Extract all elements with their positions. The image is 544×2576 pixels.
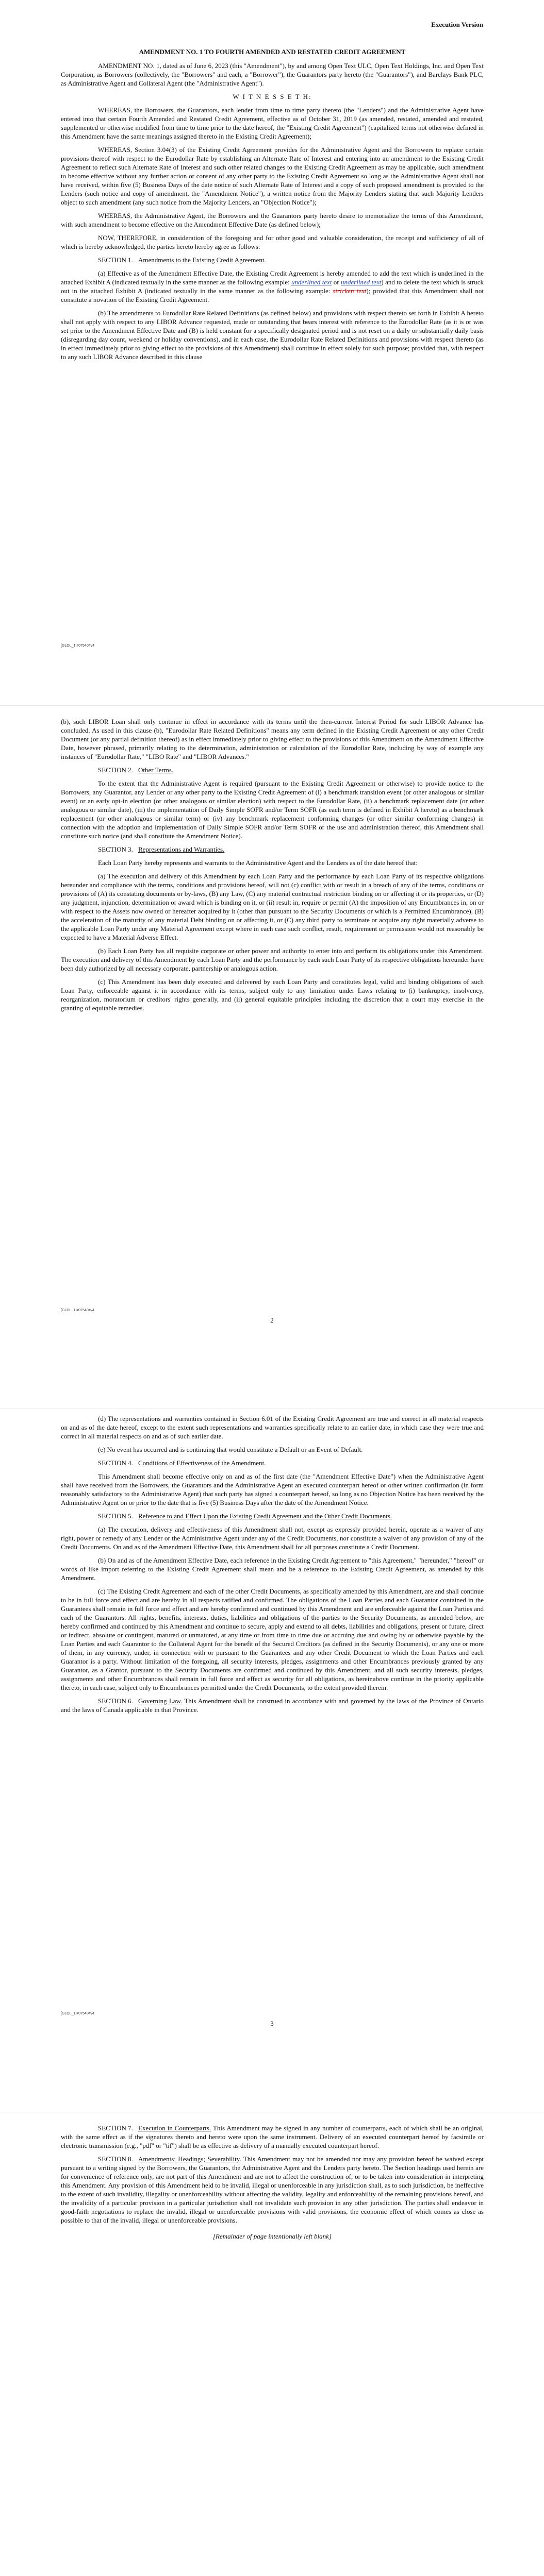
witnesseth-heading: W I T N E S S E T H: [233, 93, 312, 100]
section-2-heading [61, 766, 484, 774]
doc-id-footer: [GLOL_1.#07540#v4 [61, 2012, 94, 2015]
page-4-content [61, 2124, 484, 2245]
text-run: (a) Effective as of the Amendment Effective Date, the Existing Credit Agreement is hereby amended to add the text which is underlined in the attached Exhibit A (indicated textually in the same manner as the following example: [61, 269, 484, 286]
section-number: SECTION 4. [98, 1459, 133, 1467]
section-8-body: This Amendment may not be amended nor may any provision hereof be waived except pursuant to a writing signed by the Borrowers, the Guarantors, the Administrative Agent and the Lenders party hereto. The Section headings used herein are for convenience of reference only, are not part of this Amendment and are not to affect the construction of, or to be taken into consideration in interpreting this Amendment. Any provision of this Amendment held to be invalid, illegal or unenforceable in any jurisdiction shall, as to such jurisdiction, be ineffective to the extent of such invalidity, illegality or unenforceability without affecting the validity, legality and enforceability of the remaining provisions hereof, and the invalidity of a particular provision in a particular jurisdiction shall not invalidate such provision in any other jurisdiction. The parties shall endeavor in good-faith negotiations to replace the invalid, illegal or unenforceable provisions with valid provisions, the economic effect of which comes as close as possible to that of the invalid, illegal or unenforceable provisions. [61, 2155, 484, 2224]
section-title: Amendments to the Existing Credit Agreement. [138, 256, 266, 264]
section-title: Execution in Counterparts. [138, 2124, 211, 2132]
section-7-heading [61, 2124, 484, 2150]
page-4 [0, 2112, 544, 2576]
page-number: 3 [270, 2020, 274, 2027]
section-title: Amendments; Headings; Severability. [138, 2155, 241, 2163]
section-number: SECTION 7. [98, 2124, 133, 2132]
recital-2: WHEREAS, Section 3.04(3) of the Existing Credit Agreement provides for the Administrative Agent and the Borrowers to replace certain provisions thereof with respect to the Eurodollar Rate by establishing an Alternate Rate of Interest and entering into an amendment to the Existing Credit Agreement to reflect such Alternate Rate of Interest and such other related changes to the Existing Credit Agreement as may be applicable, such amendment to become effective without any further action or consent of any other party to the Existing Credit Agreement so long as the Administrative Agent shall not have received, within five (5) Business Days of the date notice of such Alternate Rate of Interest and a copy of such proposed amendment is provided to the Lenders (such notice and copy of amendment, the "Amendment Notice"), a written notice from the Majority Lenders stating that such Majority Lenders object to such amendment (any such notice from the Majority Lenders, an "Objection Notice"); [61, 146, 484, 206]
clause-b-continuation: (b), such LIBOR Loan shall only continue in effect in accordance with its terms until the then-current Interest Period for such LIBOR Advance has concluded. As used in this clause (b), "Eurodollar Rate Related Definitions" means any term defined in the Existing Credit Agreement or any other Credit Document (or any partial definition thereof) as in effect immediately prior to giving effect to the provisions of this Amendment on the Amendment Effective Date, however phrased, primarily relating to the determination, administration or calculation of the Eurodollar Rate, including by way of example any instances of "Eurodollar Rate," "LIBO Rate" and "LIBOR Advances." [61, 718, 484, 760]
section-title: Conditions of Effectiveness of the Amendment. [138, 1459, 266, 1467]
section-5-heading [61, 1512, 484, 1520]
section-3d: (d) The representations and warranties contained in Section 6.01 of the Existing Credit Agreement are true and correct in all material respects on and as of the date hereof, except to the extent such representations and warranties specifically relate to an earlier date, in which case they were true and correct in all material respects on and as of such earlier date. [61, 1415, 484, 1440]
section-6-heading [61, 1697, 484, 1714]
section-5b: (b) On and as of the Amendment Effective Date, each reference in the Existing Credit Agreement to "this Agreement," "hereunder," "hereof" or words of like import referring to the Existing Credit Agreement shall mean and be a reference to the Existing Credit Agreement, as amended by this Amendment. [61, 1556, 484, 1582]
section-7-body: This Amendment may be signed in any number of counterparts, each of which shall be an original, with the same effect as if the signatures thereto and hereto were upon the same instrument. Delivery of an executed counterpart hereof by facsimile or electronic transmission (e.g., "pdf" or "tif") shall be as effective as delivery of a manually executed counterpart hereof. [61, 2124, 484, 2149]
section-3a: (a) The execution and delivery of this Amendment by each Loan Party and the performance by each Loan Party of its respective obligations hereunder and compliance with the terms, conditions and provisions hereof, will not (c) conflict with or result in a breach of any of the terms, conditions or provisions of (A) its constating documents or by-laws, (B) any Law, (C) any material contractual restriction binding on or affecting it or its properties, or (D) any judgment, injunction, determination or award which is binding on it, or (ii) result in, require or permit (A) the imposition of any Encumbrances in, on or with respect to the Assets now owned or hereafter acquired by it (other than pursuant to the Security Documents or which is a Permitted Encumbrance), (B) the acceleration of the maturity of any material Debt binding on or affecting it, or (C) any third party to terminate or acquire any right materially adverse to the applicable Loan Party under any Material Agreement except where in each case such conflict, result, requirement or permission would not reasonably be expected to have a Material Adverse Effect. [61, 872, 484, 941]
section-5a: (a) The execution, delivery and effectiveness of this Amendment shall not, except as expressly provided herein, operate as a waiver of any right, power or remedy of any Lender or the Administrative Agent under any of the Credit Documents, nor constitute a waiver of any provision of any of the Credit Documents. On and as of the Amendment Effective Date, this Amendment shall for all purposes constitute a Credit Document. [61, 1526, 484, 1551]
recital-1: WHEREAS, the Borrowers, the Guarantors, each lender from time to time party thereto (the "Lenders") and the Administrative Agent have entered into that certain Fourth Amended and Restated Credit Agreement, effective as of October 31, 2019 (as amended, restated, amended and restated, supplemented or otherwise modified from time to time prior to the date hereof, the "Existing Credit Agreement") (capitalized terms not otherwise defined in this Amendment have the same meanings assigned thereto in the Existing Credit Agreement); [61, 106, 484, 140]
section-3b: (b) Each Loan Party has all requisite corporate or other power and authority to enter into and perform its obligations under this Amendment. The execution and delivery of this Amendment by each Loan Party and the performance by each such Loan Party of its respective obligations hereunder have been duly authorized by all necessary corporate, partnership or analogous action. [61, 947, 484, 972]
section-1a [61, 269, 484, 304]
section-title: Representations and Warranties. [138, 845, 225, 853]
section-number: SECTION 6. [98, 1697, 133, 1705]
section-6-body: This Amendment shall be construed in accordance with and governed by the laws of the Province of Ontario and the laws of Canada applicable in that Province. [61, 1697, 484, 1714]
page-3-content [61, 1414, 484, 1719]
intro-paragraph: AMENDMENT NO. 1, dated as of June 6, 2023 (this "Amendment"), by and among Open Text ULC, Open Text Holdings, Inc. and Open Text Corporation, as Borrowers (collectively, the "Borrowers" and each, a "Borrower"), the Guarantors party hereto (the "Guarantors"), and Barclays Bank PLC, as Administrative Agent and Collateral Agent (the "Administrative Agent"). [61, 62, 484, 87]
section-4-body: This Amendment shall become effective only on and as of the first date (the "Amendment Effective Date") when the Administrative Agent shall have received from the Borrowers, the Guarantors and the Administrative Agent an executed counterpart hereof or other written confirmation (in form reasonably satisfactory to the Administrative Agent) that such party has signed a counterpart hereof, so long as no Objection Notice has been received by the Administrative Agent on or prior to the date that is five (5) Business Days after the date of the Amendment Notice. [61, 1472, 484, 1506]
section-1b: (b) The amendments to Eurodollar Rate Related Definitions (as defined below) and provisions with respect thereto set forth in Exhibit A hereto shall not apply with respect to any LIBOR Advance requested, made or outstanding that bears interest with reference to the Eurodollar Rate (as it is or was set prior to the Amendment Effective Date and (B) is held constant for a specifically designated period and is not reset on a daily or substantially daily basis (disregarding day count, weekend or holiday conventions), and in each case, the Eurodollar Rate Related Definitions and provisions with respect thereto (as in effect immediately prior to giving effect to the provisions of this Amendment) shall continue in effect solely for such purpose; provided that, with respect to any such LIBOR Advance described in this clause [61, 309, 484, 361]
text-run: or [332, 278, 341, 286]
section-title: Governing Law. [138, 1697, 183, 1705]
blank-page-note: [Remainder of page intentionally left blank] [213, 2232, 332, 2240]
section-4-heading [61, 1459, 484, 1467]
section-5c: (c) The Existing Credit Agreement and each of the other Credit Documents, as specifically amended by this Amendment, are and shall continue to be in full force and effect and are hereby in all respects ratified and confirmed. The obligations of the Loan Parties and each Guarantor contained in the Guarantees shall remain in full force and effect and are hereby confirmed and continued by this Amendment and are enforceable against the Loan Parties and each of the Guarantors. All rights, benefits, interests, duties, liabilities and obligations of the parties to the Security Documents, as amended below, are hereby confirmed and continued by this Amendment and continue to secure, apply and extend to all debts, liabilities and obligations, present or future, direct or indirect, absolute or contingent, matured or unmatured, at any time or from time to time due or accruing due and owing by or otherwise payable by the Loan Parties and each Guarantor to the Collateral Agent for the benefit of the Secured Creditors (as defined in the Security Documents), or any one or more of them, in any currency, under, in connection with or pursuant to the Guarantees and any other Credit Document to which the Loan Parties and each Guarantor is a party. Without limitation of the foregoing, all security interests, pledges, assignments and other Encumbrances previously granted by any Guarantor, as a Grantor, pursuant to the Security Documents are confirmed and continued by this Amendment, and all such security interests, pledges, assignments and other Encumbrances shall remain in full force and effect as security for all obligations, as hereinabove continue in the priority applicable thereto, in each case, subject only to Encumbrances permitted under the Credit Documents, to the extent provided therein. [61, 1587, 484, 1691]
section-number: SECTION 1. [98, 256, 133, 264]
section-number: SECTION 3. [98, 845, 133, 853]
section-3-body: Each Loan Party hereby represents and warrants to the Administrative Agent and the Lenders as of the date hereof that: [98, 859, 418, 867]
text-run: ); provided that this Amendment shall not constitute a novation of the Existing Credit Agreement. [61, 287, 484, 303]
page-2 [0, 706, 544, 1409]
section-3-heading [61, 845, 484, 854]
section-8-heading [61, 2155, 484, 2225]
doc-id-footer: [GLOL_1.#07540#v4 [61, 644, 94, 648]
section-1-heading [61, 256, 484, 264]
underlined-example: underlined text [291, 278, 332, 286]
section-title: Reference to and Effect Upon the Existing Credit Agreement and the Other Credit Documents. [138, 1512, 392, 1520]
stricken-example: stricken text [333, 287, 367, 295]
section-number: SECTION 5. [98, 1512, 133, 1520]
now-therefore: NOW, THEREFORE, in consideration of the foregoing and for other good and valuable consideration, the receipt and sufficiency of all of which is hereby acknowledged, the parties hereto hereby agree as follows: [61, 234, 484, 250]
section-3e: (e) No event has occurred and is continuing that would constitute a Default or an Event of Default. [98, 1446, 363, 1453]
recital-3: WHEREAS, the Administrative Agent, the Borrowers and the Guarantors party hereto desire to memorialize the terms of this Amendment, with such amendment to become effective on the Amendment Effective Date (as defined below); [61, 212, 484, 228]
page-1 [0, 0, 544, 706]
section-number: SECTION 8. [98, 2155, 133, 2163]
page-number: 2 [270, 1316, 274, 1324]
text-run: ) and to delete the text which is struck out in the attached Exhibit A (indicated textually in the same manner as the following example: [61, 278, 484, 295]
page-3 [0, 1409, 544, 2112]
page-1-content [61, 47, 484, 366]
page-2-content [61, 717, 484, 1017]
section-2-body: To the extent that the Administrative Agent is required (pursuant to the Existing Credit Agreement or otherwise) to provide notice to the Borrowers, any Guarantor, any Lender or any other party to the Existing Credit Agreement of (i) a benchmark transition event (or other analogous or similar event) or an early opt-in election (or other analogous or similar election) with respect to the Eurodollar Rate, (ii) a benchmark replacement date (or other analogous or similar date), (iii) the implementation of Daily Simple SOFR and/or Term SOFR (as each term is defined in Exhibit A hereto) as a benchmark replacement (or other analogous or similar term) or (iv) any benchmark replacement conforming changes (or other similar conforming changes) in connection with the adoption and implementation of Daily Simple SOFR and/or Term SOFR or the use and administration thereof, this Amendment shall constitute such notice (and shall constitute the Amendment Notice). [61, 779, 484, 840]
section-title: Other Terms. [138, 766, 174, 774]
version-header: Execution Version [431, 21, 483, 28]
document-title: AMENDMENT NO. 1 TO FOURTH AMENDED AND RESTATED CREDIT AGREEMENT [139, 48, 406, 56]
doc-id-footer: [GLOL_1.#07540#v4 [61, 1309, 94, 1312]
section-number: SECTION 2. [98, 766, 133, 774]
section-3c: (c) This Amendment has been duly executed and delivered by each Loan Party and constitutes legal, valid and binding obligations of such Loan Party, enforceable against it in accordance with its terms, subject only to any limitation under Laws relating to (i) bankruptcy, insolvency, reorganization, moratorium or creditors' rights generally, and (ii) general equitable principles including the discretion that a court may exercise in the granting of equitable remedies. [61, 978, 484, 1012]
underlined-example: underlined text [340, 278, 382, 286]
